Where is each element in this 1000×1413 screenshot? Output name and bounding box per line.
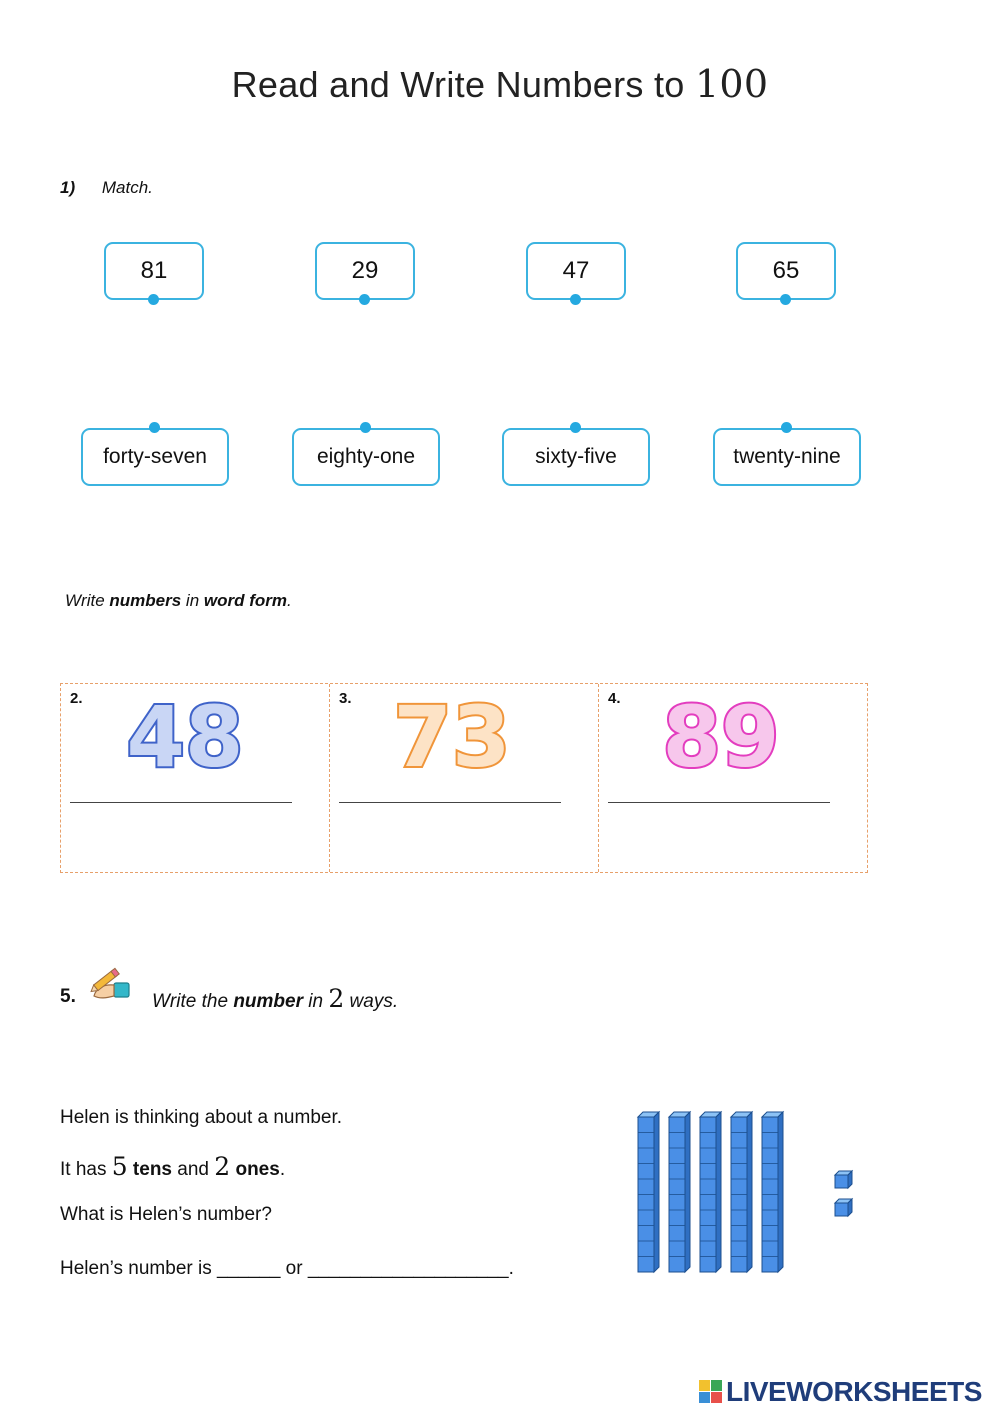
big-number: 73 xyxy=(393,688,511,786)
match-dot[interactable] xyxy=(359,294,370,305)
number-art-48 xyxy=(61,684,329,794)
title-number: 100 xyxy=(694,62,769,106)
ones-word: ones xyxy=(230,1159,280,1180)
story-part: . xyxy=(279,1159,286,1180)
story-line-4[interactable]: Helen’s number is ______ or ___________________. xyxy=(60,1258,514,1279)
match-word-box-2[interactable] xyxy=(292,428,440,486)
match-number: 81 xyxy=(140,257,168,284)
inst-part: Write xyxy=(65,591,110,610)
ten-rod-side xyxy=(654,1112,659,1272)
match-dot[interactable] xyxy=(570,422,581,433)
page-title xyxy=(0,62,1000,106)
match-word-box-3[interactable] xyxy=(502,428,650,486)
question-1-heading xyxy=(60,178,153,198)
big-number: 89 xyxy=(662,688,780,786)
q5-part: in xyxy=(303,991,329,1012)
match-word: sixty-five xyxy=(535,445,617,468)
match-word: eighty-one xyxy=(316,445,416,468)
item-label: 4. xyxy=(608,690,621,707)
inst-part: in xyxy=(181,591,204,610)
liveworksheets-logo xyxy=(698,1376,982,1408)
pencil-hand-icon xyxy=(86,966,132,1004)
inst-bold: word form xyxy=(203,591,287,610)
question-1-label: 1) xyxy=(60,178,76,197)
big-number: 48 xyxy=(126,688,244,786)
answer-line[interactable] xyxy=(339,802,561,803)
q5-part: ways. xyxy=(344,991,399,1012)
item-label: 2. xyxy=(70,690,83,707)
number-art-73 xyxy=(330,684,598,794)
match-dot[interactable] xyxy=(781,422,792,433)
word-form-cell-4 xyxy=(598,684,867,872)
match-word: twenty-nine xyxy=(733,445,841,468)
match-dot[interactable] xyxy=(570,294,581,305)
tens-number: 5 xyxy=(111,1152,128,1181)
match-dot[interactable] xyxy=(149,422,160,433)
ten-rod-side xyxy=(747,1112,752,1272)
match-dot[interactable] xyxy=(780,294,791,305)
question-5-instruction xyxy=(152,984,398,1013)
ones-number: 2 xyxy=(214,1152,231,1181)
match-number: 65 xyxy=(772,257,800,284)
match-word-box-1[interactable] xyxy=(81,428,229,486)
q5-part: Write the xyxy=(152,991,234,1012)
word-form-instruction xyxy=(65,591,292,611)
answer-line[interactable] xyxy=(608,802,830,803)
brand-name: LIVEWORKSHEETS xyxy=(726,1376,982,1407)
match-number: 29 xyxy=(351,257,379,284)
story-line-2 xyxy=(60,1152,285,1181)
ten-rod-side xyxy=(716,1112,721,1272)
inst-bold: numbers xyxy=(109,591,182,610)
story-part: and xyxy=(172,1159,215,1180)
one-cube xyxy=(835,1175,848,1188)
match-dot[interactable] xyxy=(360,422,371,433)
q5-bold: number xyxy=(233,991,303,1012)
match-number-box-3[interactable] xyxy=(526,242,626,300)
match-number: 47 xyxy=(562,257,590,284)
title-text: Read and Write Numbers to xyxy=(231,64,685,105)
inst-part: . xyxy=(286,591,292,610)
logo-icon xyxy=(698,1379,724,1405)
ten-rod-side xyxy=(685,1112,690,1272)
q5-number: 2 xyxy=(328,984,345,1013)
word-form-grid xyxy=(60,683,868,873)
story-line-1: Helen is thinking about a number. xyxy=(60,1107,343,1128)
story-line-3: What is Helen’s number? xyxy=(60,1204,272,1225)
ten-rod-side xyxy=(778,1112,783,1272)
one-cube xyxy=(835,1203,848,1216)
word-form-cell-3 xyxy=(329,684,598,872)
match-number-box-4[interactable] xyxy=(736,242,836,300)
match-word: forty-seven xyxy=(103,445,207,468)
match-number-box-2[interactable] xyxy=(315,242,415,300)
match-number-box-1[interactable] xyxy=(104,242,204,300)
word-form-cell-2 xyxy=(61,684,329,872)
answer-line[interactable] xyxy=(70,802,292,803)
number-art-89 xyxy=(599,684,867,794)
question-5-label: 5. xyxy=(60,986,76,1007)
story-part: It has xyxy=(60,1159,112,1180)
tens-word: tens xyxy=(127,1159,173,1180)
base-ten-blocks xyxy=(630,1105,870,1285)
item-label: 3. xyxy=(339,690,352,707)
question-1-instruction: Match. xyxy=(101,178,153,197)
match-word-box-4[interactable] xyxy=(713,428,861,486)
match-dot[interactable] xyxy=(148,294,159,305)
